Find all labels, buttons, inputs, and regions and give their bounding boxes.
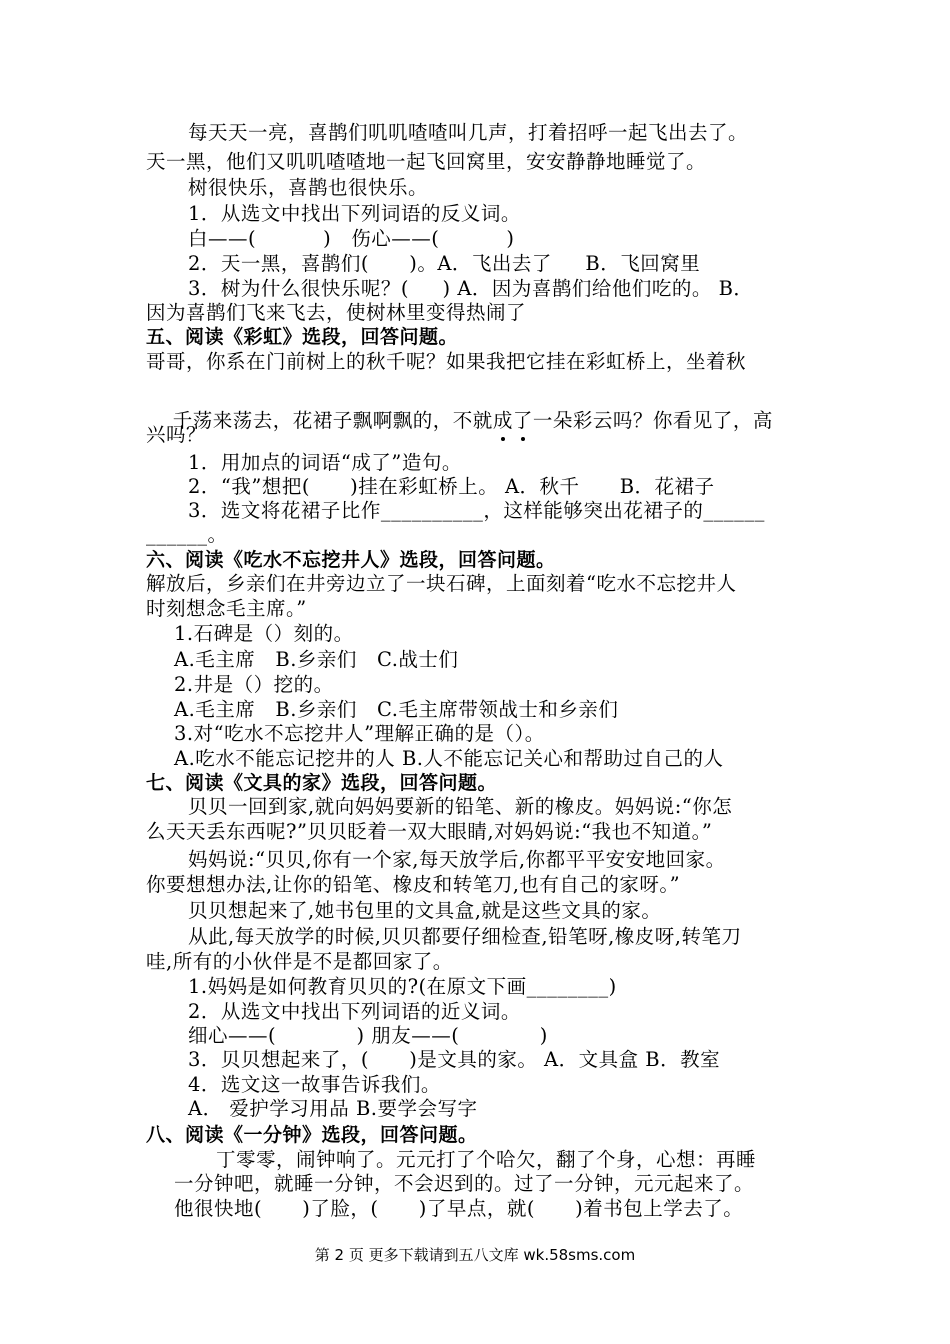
question-line: 3.对“吃水不忘挖井人”理解正确的是（）。 [174, 722, 545, 745]
question-line: 2．天一黑，喜鹊们( )。A．飞出去了 B．飞回窝里 [188, 252, 701, 275]
answer-line: 细心——( ) 朋友——( ) [188, 1024, 548, 1047]
options-line: A.毛主席 B.乡亲们 C.战士们 [174, 648, 459, 671]
text-line: 哇,所有的小伙伴是不是都回家了。 [146, 950, 453, 973]
text-line: 天一黑，他们又叽叽喳喳地一起飞回窝里，安安静静地睡觉了。 [146, 150, 707, 173]
question-line: 2．“我”想把( )挂在彩虹桥上。 A．秋千 B．花裙子 [188, 475, 715, 498]
question-line: 3．选文将花裙子比作__________，这样能够突出花裙子的______ [188, 499, 765, 522]
question-line: 1.妈妈是如何教育贝贝的?(在原文下画________) [188, 975, 617, 998]
text-line: 哥哥，你系在门前树上的秋千呢？如果我把它挂在彩虹桥上，坐着秋 [146, 350, 747, 373]
question-line: 2．从选文中找出下列词语的近义词。 [188, 1000, 521, 1023]
text-line: 一分钟吧，就睡一分钟，不会迟到的。过了一分钟，元元起来了。 [174, 1172, 755, 1195]
emphasis-dot-char: 成 [492, 409, 513, 432]
text-line: 树很快乐，喜鹊也很快乐。 [188, 176, 429, 199]
question-line: 2.井是（）挖的。 [174, 673, 334, 696]
text-line-dotted [146, 385, 773, 457]
text-line: 贝贝想起来了,她书包里的文具盒,就是这些文具的家。 [188, 899, 662, 922]
section-heading: 七、阅读《文具的家》选段，回答问题。 [146, 772, 498, 794]
question-line: 1.石碑是（）刻的。 [174, 622, 354, 645]
text-line: 因为喜鹊们飞来飞去，使树林里变得热闹了 [146, 301, 527, 324]
text-segment: 千荡来荡去，花裙子飘啊飘的，不就 [172, 409, 493, 432]
question-line: 3．树为什么很快乐呢？( ) A．因为喜鹊们给他们吃的。 B． [188, 277, 754, 300]
text-line: 妈妈说:“贝贝,你有一个家,每天放学后,你都平平安安地回家。 [188, 848, 726, 871]
text-line: ______。 [146, 523, 228, 546]
page-footer: 第 2 页 更多下载请到五八文库 wk.58sms.com [314, 1246, 636, 1264]
text-line: 贝贝一回到家,就向妈妈要新的铅笔、新的橡皮。妈妈说:“你怎 [188, 795, 733, 818]
question-line: 1．从选文中找出下列词语的反义词。 [188, 202, 521, 225]
options-line: A.吃水不能忘记挖井的人 B.人不能忘记关心和帮助过自己的人 [174, 747, 724, 770]
text-line: 他很快地( )了脸，( )了早点，就( )着书包上学去了。 [174, 1197, 744, 1220]
text-line: 从此,每天放学的时候,贝贝都要仔细检查,铅笔呀,橡皮呀,转笔刀 [188, 925, 742, 948]
text-line: 时刻想念毛主席。” [146, 597, 307, 620]
emphasis-dot-char: 了 [512, 409, 533, 432]
text-line: 么天天丢东西呢?”贝贝眨着一双大眼睛,对妈妈说:“我也不知道。” [146, 820, 713, 843]
question-line: 1．用加点的词语“成了”造句。 [188, 451, 462, 474]
text-line: 解放后，乡亲们在井旁边立了一块石碑，上面刻着“吃水不忘挖井人 [146, 572, 737, 595]
section-heading: 六、阅读《吃水不忘挖井人》选段，回答问题。 [146, 549, 556, 571]
answer-line: 白——( ) 伤心——( ) [188, 227, 515, 250]
question-line: 4．选文这一故事告诉我们。 [188, 1073, 441, 1096]
text-line: 每天天一亮，喜鹊们叽叽喳喳叫几声，打着招呼一起飞出去了。 [188, 121, 749, 144]
options-line: A.毛主席 B.乡亲们 C.毛主席带领战士和乡亲们 [174, 698, 619, 721]
section-heading: 八、阅读《一分钟》选段，回答问题。 [146, 1124, 478, 1146]
question-line: 3．贝贝想起来了，( )是文具的家。 A．文具盒 B．教室 [188, 1048, 721, 1071]
text-line: 丁零零，闹钟响了。元元打了个哈欠，翻了个身，心想：再睡 [216, 1148, 757, 1171]
text-line: 兴吗？ [146, 423, 207, 446]
text-segment: 一朵彩云吗？你看见了，高 [532, 409, 773, 432]
options-line: A． 爱护学习用品 B.要学会写字 [188, 1097, 478, 1120]
text-line: 你要想想办法,让你的铅笔、橡皮和转笔刀,也有自己的家呀。” [146, 873, 681, 896]
section-heading: 五、阅读《彩虹》选段，回答问题。 [146, 326, 459, 348]
